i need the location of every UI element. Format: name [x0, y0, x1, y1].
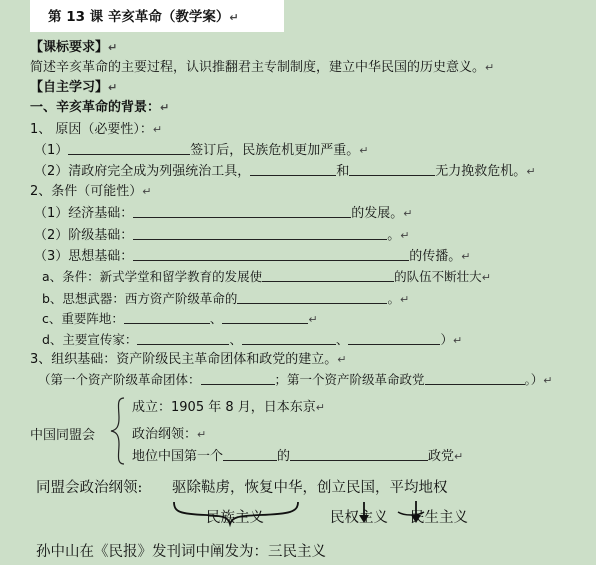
paragraph-mark: ↵ [461, 250, 471, 263]
fill-blank[interactable] [133, 205, 351, 218]
paragraph-mark: ↵ [337, 353, 347, 366]
condition-label [30, 184, 152, 200]
tongmenghui-label [30, 428, 95, 444]
fill-blank[interactable] [348, 332, 440, 345]
paragraph-mark: ↵ [526, 165, 536, 178]
paragraph-mark: ↵ [108, 81, 118, 94]
fill-blank[interactable] [242, 332, 336, 345]
heading-background [30, 100, 169, 116]
fill-blank[interactable] [290, 448, 428, 461]
fill-blank[interactable] [425, 372, 525, 385]
principle-democracy: 民权主义 [330, 510, 388, 526]
paragraph-mark: ↵ [160, 101, 170, 114]
fill-blank[interactable] [201, 372, 275, 385]
paragraph-mark: ↵ [197, 428, 207, 441]
tongmenghui-program: 政治纲领：↵ [132, 427, 207, 442]
fill-blank[interactable] [349, 163, 435, 176]
page-title [48, 9, 239, 26]
condition-a: a、条件：新式学堂和留学教育的发展使 的队伍不断壮大↵ [42, 269, 491, 284]
fill-blank[interactable] [262, 269, 394, 282]
principle-nationalism: 民族主义 [206, 510, 264, 526]
paragraph-mark: ↵ [452, 334, 463, 347]
condition-ideological: （3）思想基础： 的传播。↵ [34, 249, 471, 264]
organization-label [30, 352, 347, 368]
program-summary-text: 驱除鞑虏，恢复中华，创立民国，平均地权 [172, 480, 448, 496]
section-heading-text: 【自主学习】 [30, 80, 109, 95]
organization-label-text: 3、组织基础：资产阶级民主革命团体和政党的建立。 [30, 352, 338, 367]
paragraph-mark: ↵ [108, 41, 118, 54]
paragraph-mark: ↵ [315, 401, 325, 414]
paragraph-mark: ↵ [403, 207, 413, 220]
fill-blank[interactable] [133, 227, 387, 240]
reason-line-1: （1） 签订后，民族危机更加严重。↵ [34, 143, 369, 158]
reason-line-2: （2）清政府完全成为列强统治工具， 和 无力挽救危机。↵ [34, 164, 536, 179]
fill-blank[interactable] [223, 448, 277, 461]
paragraph-mark: ↵ [142, 185, 152, 198]
tongmenghui-name: 中国同盟会 [30, 428, 96, 443]
program-summary-label: 同盟会政治纲领: [36, 480, 143, 496]
condition-economic: （1）经济基础： 的发展。↵ [34, 206, 413, 221]
paragraph-mark: ↵ [485, 61, 495, 74]
paragraph-mark: ↵ [308, 313, 318, 326]
fill-blank[interactable] [222, 311, 308, 324]
paragraph-mark: ↵ [400, 229, 410, 242]
condition-c: c、重要阵地： 、 ↵ [42, 311, 318, 326]
fill-blank[interactable] [137, 332, 229, 345]
paragraph-mark: ↵ [359, 144, 369, 157]
requirement-text-content: 简述辛亥革命的主要过程，认识推翻君主专制制度，建立中华民国的历史意义。 [30, 60, 486, 75]
tongmenghui-status: 地位中国第一个 的 政党↵ [132, 449, 464, 464]
curly-brace-icon [108, 396, 128, 466]
reason-label [30, 122, 162, 138]
three-principles-footer: 孙中山在《民报》发刊词中阐发为：三民主义 [36, 544, 326, 560]
section-heading-text: 【课标要求】 [30, 40, 109, 55]
organization-line: （第一个资产阶级革命团体： ；第一个资产阶级革命政党 。）↵ [38, 372, 553, 387]
fill-blank[interactable] [68, 142, 190, 155]
principle-livelihood: 民生主义 [410, 510, 468, 526]
condition-d: d、主要宣传家： 、 、 ）↵ [42, 332, 463, 347]
fill-blank[interactable] [250, 163, 336, 176]
fill-blank[interactable] [133, 248, 409, 261]
section-self-study [30, 80, 117, 96]
reason-label-text: 1、 原因（必要性）： [30, 122, 153, 137]
fill-blank[interactable] [124, 311, 210, 324]
page-title-text: 第 13 课 辛亥革命（教学案） [48, 9, 230, 25]
requirement-text [30, 60, 494, 76]
condition-label-text: 2、条件（可能性） [30, 184, 143, 199]
section-curriculum-requirements [30, 40, 117, 56]
heading-background-text: 一、辛亥革命的背景： [30, 100, 161, 115]
tongmenghui-founded: 成立：1905 年 8 月，日本东京↵ [132, 400, 325, 415]
paragraph-mark: ↵ [399, 293, 410, 306]
condition-class: （2）阶级基础： 。↵ [34, 228, 410, 243]
paragraph-mark: ↵ [229, 11, 239, 24]
paragraph-mark: ↵ [543, 374, 553, 387]
paragraph-mark: ↵ [454, 450, 464, 463]
fill-blank[interactable] [237, 291, 387, 304]
paragraph-mark: ↵ [481, 271, 491, 284]
condition-b: b、思想武器：西方资产阶级革命的 。↵ [42, 291, 410, 306]
paragraph-mark: ↵ [152, 123, 163, 136]
